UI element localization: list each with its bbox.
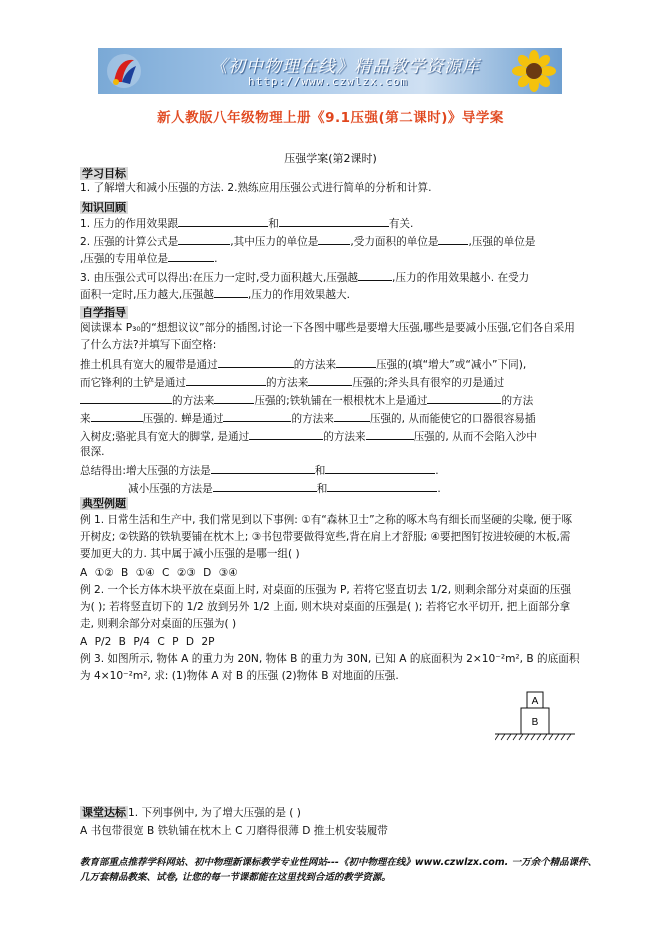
self-study-text: 的方法来 — [293, 359, 337, 371]
self-study-line — [80, 391, 580, 410]
self-study-text: . — [437, 483, 441, 495]
self-study-text: 入树皮;骆驼具有宽大的脚掌, 是通过 — [80, 431, 250, 443]
self-study-line — [80, 409, 580, 428]
summary-line-1 — [80, 461, 580, 480]
self-study-text: 而它锋利的土铲是通过 — [80, 377, 186, 389]
review-text: 2. 压强的计算公式是 — [80, 236, 179, 248]
banner-url: http://www.czwlzx.com — [248, 75, 409, 88]
worksheet-subtitle: 压强学案(第2课时) — [284, 152, 377, 165]
blank-field[interactable] — [366, 427, 414, 440]
blank-field[interactable] — [336, 355, 376, 368]
self-study-text: 来 — [80, 413, 91, 425]
self-study-line — [80, 373, 580, 392]
section-goals-heading: 学习目标 — [82, 167, 126, 180]
self-study-text: 的方法来 — [265, 377, 309, 389]
self-study-text: 压强的, 从而能使它的口器很容易插 — [369, 413, 536, 425]
review-text: ,受力面积的单位是 — [350, 236, 439, 248]
blank-field[interactable] — [249, 427, 323, 440]
section-examples-heading: 典型例题 — [82, 497, 126, 510]
review-line-1 — [80, 214, 580, 233]
blank-field[interactable] — [358, 268, 392, 281]
example-3: 例 3. 如图所示, 物体 A 的重力为 20N, 物体 B 的重力为 30N, 已知 A 的底面积为 2×10⁻²m², B 的底面积为 4×10⁻²m², 求: (1)物体 A 对 B 的压强 (2)物体 B 对地面的压强. — [80, 653, 580, 682]
blank-field[interactable] — [327, 479, 437, 492]
review-text: 有关. — [388, 218, 414, 230]
self-study-text: 压强的, 从而不会陷入沙中 — [413, 431, 537, 443]
blank-field[interactable] — [218, 355, 294, 368]
self-study-intro: 阅读课本 P₃₀的“想想议议”部分的插图,讨论一下各图中哪些是要增大压强,哪些是要减小压强,它们各自采用了什么方法?并填写下面空格: — [80, 322, 575, 351]
blank-field[interactable] — [91, 409, 143, 422]
self-study-text: 压强的(填“增大”或“减小”下同), — [376, 359, 527, 371]
self-study-text: 压强的. 蝉是通过 — [142, 413, 224, 425]
blank-field[interactable] — [178, 232, 230, 245]
example-1-options: A ①② B ①④ C ②③ D ③④ — [80, 567, 238, 579]
review-text: ,压强的单位是 — [468, 236, 536, 248]
blank-field[interactable] — [211, 461, 315, 474]
review-text: . — [214, 253, 218, 265]
blank-field[interactable] — [214, 285, 248, 298]
self-study-line: 很深. — [80, 446, 105, 458]
block-b-label: B — [531, 717, 539, 728]
review-line-2b — [80, 249, 580, 268]
self-study-line — [80, 355, 580, 374]
self-study-text: 和 — [314, 465, 326, 477]
blank-field[interactable] — [318, 232, 350, 245]
self-study-text: 的方法 — [501, 395, 534, 407]
blank-field[interactable] — [427, 391, 501, 404]
review-text: ,压力的作用效果越小. 在受力 — [392, 272, 530, 284]
self-study-text: 压强的;铁轨铺在一根根枕木上是通过 — [254, 395, 428, 407]
review-text: 和 — [268, 218, 279, 230]
blank-field[interactable] — [438, 232, 468, 245]
blank-field[interactable] — [223, 409, 291, 422]
self-study-text: 的方法来 — [291, 413, 334, 425]
blank-field[interactable] — [334, 409, 370, 422]
example-1: 例 1. 日常生活和生产中, 我们常见到以下事例: ①有“森林卫士”之称的啄木鸟有细长而坚硬的尖喙, 便于啄开树皮; ②铁路的铁轨要铺在枕木上; ③书包带要做得宽些,背在肩上才舒服; ④要把图钉按进较硬的木板,需要加更大的力. 其中属于减小压强的是哪一组( ) — [80, 514, 573, 560]
example-2: 例 2. 一个长方体木块平放在桌面上时, 对桌面的压强为 P, 若将它竖直切去 1/2, 则剩余部分对桌面的压强为( ); 若将竖直切下的 1/2 放到另外 1/2 上面, 则木块对桌面的压强是( ); 若将它水平切开, 把上面部分拿走, 则剩余部分对桌面的压强为( ) — [80, 584, 571, 630]
review-text: ,压力的作用效果越大. — [247, 289, 350, 301]
review-line-3b — [80, 285, 580, 304]
classroom-line — [80, 805, 580, 822]
ground-hatching — [495, 734, 571, 740]
page-footer: 教育部重点推荐学科网站、初中物理新课标教学专业性网站---《初中物理在线》www.czwlzx.com. 一万余个精品课件、几万套精品教案、试卷, 让您的每一节课都能在这里找到合适的教学资源。 — [80, 857, 598, 883]
self-study-text: 的方法来 — [172, 395, 215, 407]
self-study-text: 总结得出:增大压强的方法是 — [80, 465, 211, 477]
blank-field[interactable] — [308, 373, 352, 386]
review-text: ,压强的专用单位是 — [80, 253, 169, 265]
section-review-heading: 知识回顾 — [82, 201, 126, 214]
review-text: 面积一定时,压力越大,压强越 — [80, 289, 214, 301]
self-study-text: 推土机具有宽大的履带是通过 — [80, 359, 218, 371]
blank-field[interactable] — [178, 214, 268, 227]
banner-title: 《初中物理在线》精品教学资源库 — [210, 57, 480, 77]
blocks-diagram — [495, 690, 575, 745]
classroom-question-1-options: A 书包带很宽 B 铁轨铺在枕木上 C 刀磨得很薄 D 推土机安装履带 — [80, 825, 388, 837]
blank-field[interactable] — [325, 461, 435, 474]
blank-field[interactable] — [214, 391, 254, 404]
blank-field[interactable] — [186, 373, 266, 386]
goals-text: 1. 了解增大和减小压强的方法. 2.熟练应用压强公式进行简单的分析和计算. — [80, 182, 432, 194]
summary-line-2 — [128, 479, 628, 498]
review-text: ,其中压力的单位是 — [230, 236, 319, 248]
self-study-text: 压强的;斧头具有很窄的刃是通过 — [352, 377, 505, 389]
blank-field[interactable] — [168, 249, 214, 262]
review-text: 3. 由压强公式可以得出:在压力一定时,受力面积越大,压强越 — [80, 272, 359, 284]
blank-field[interactable] — [279, 214, 389, 227]
site-logo-icon — [104, 52, 144, 90]
blank-field[interactable] — [80, 391, 172, 404]
block-a-label: A — [531, 696, 539, 707]
self-study-text: 减小压强的方法是 — [128, 483, 213, 495]
classroom-question-1: 1. 下列事例中, 为了增大压强的是 ( ) — [128, 807, 301, 819]
review-text: 1. 压力的作用效果跟 — [80, 218, 179, 230]
self-study-text: . — [435, 465, 439, 477]
section-self-study-heading: 自学指导 — [82, 306, 126, 319]
self-study-text: 和 — [316, 483, 328, 495]
example-2-options: A P/2 B P/4 C P D 2P — [80, 636, 215, 648]
document-title: 新人教版八年级物理上册《9.1压强(第二课时)》导学案 — [157, 110, 504, 126]
sunflower-icon — [510, 50, 558, 92]
self-study-text: 的方法来 — [323, 431, 366, 443]
section-classroom-heading: 课堂达标 — [82, 806, 126, 819]
blank-field[interactable] — [213, 479, 317, 492]
site-banner — [98, 48, 562, 94]
